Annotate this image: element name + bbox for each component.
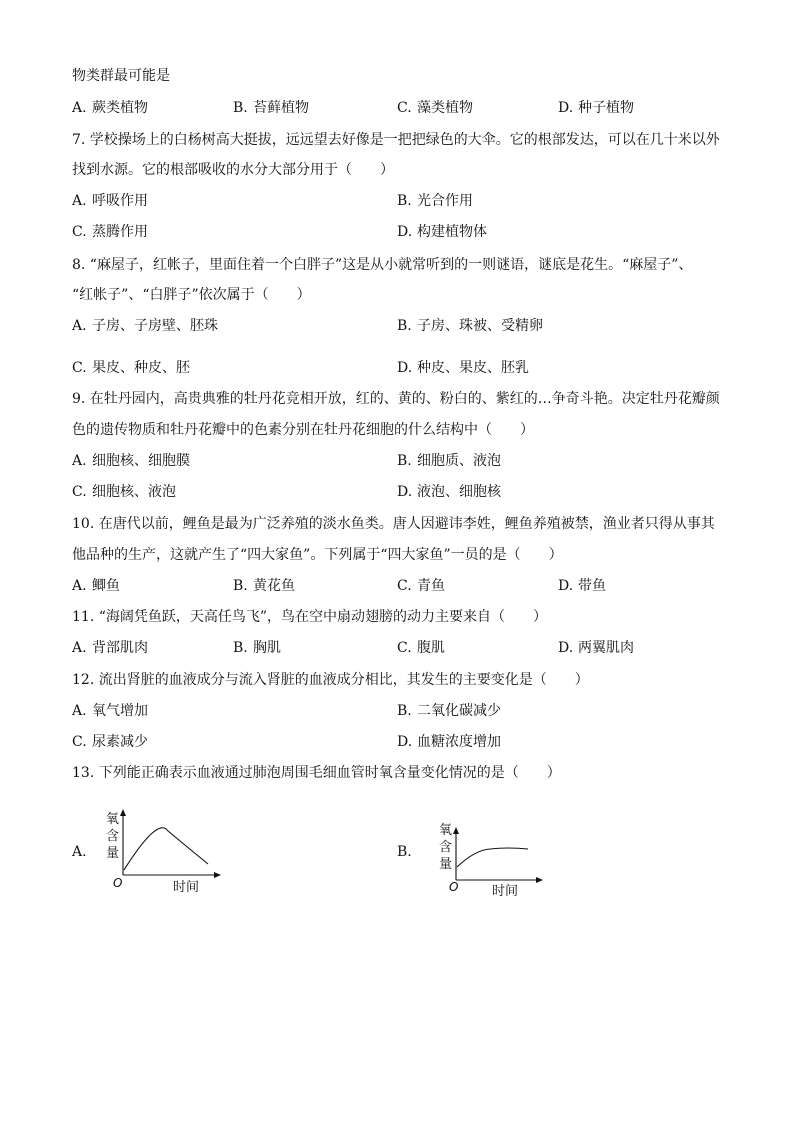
- option-label: B.: [233, 640, 248, 656]
- option-text: 种皮、果皮、胚乳: [417, 360, 529, 376]
- q11-option-b[interactable]: [233, 639, 281, 657]
- x-axis-label: 时间: [173, 880, 200, 895]
- option-label: D.: [558, 578, 574, 594]
- q10-stem-line-2: 他品种的生产，这就产生了“四大家鱼”。下列属于“四大家鱼”一员的是（ ）: [72, 547, 563, 563]
- option-label: D.: [397, 360, 413, 376]
- y-axis-label-char: 量: [439, 857, 453, 872]
- option-text: 胸肌: [253, 640, 281, 656]
- option-label: C.: [397, 640, 412, 656]
- oxygen-curve: [457, 848, 528, 867]
- option-text: 腹肌: [417, 640, 445, 656]
- option-text: 种子植物: [578, 100, 634, 116]
- option-text: 藻类植物: [417, 100, 473, 116]
- option-text: 呼吸作用: [92, 193, 148, 209]
- q12-option-a[interactable]: [72, 702, 148, 720]
- y-axis-label-char: 氧: [106, 812, 120, 827]
- option-text: 黄花鱼: [253, 578, 295, 594]
- q6-option-b[interactable]: [233, 99, 309, 117]
- option-label: D.: [397, 224, 413, 240]
- option-label: D.: [397, 484, 413, 500]
- option-text: 子房、子房壁、胚珠: [92, 318, 218, 334]
- q7-option-a[interactable]: [72, 192, 148, 210]
- q10-option-c[interactable]: [397, 577, 445, 595]
- y-axis-arrow-icon: [120, 809, 126, 816]
- q9-stem-line-1: 9. 在牡丹园内，高贵典雅的牡丹花竞相开放，红的、黄的、粉白的、紫红的…争奇斗艳。决定牡丹花瓣颜: [72, 391, 720, 407]
- q12-option-c[interactable]: [72, 733, 148, 751]
- x-axis-arrow-icon: [536, 877, 543, 883]
- q11-option-a[interactable]: [72, 639, 148, 657]
- option-label: C.: [72, 360, 87, 376]
- q8-stem-line-2: “红帐子”、“白胖子”依次属于（ ）: [72, 287, 311, 303]
- option-text: 蕨类植物: [92, 100, 148, 116]
- option-label: C.: [397, 578, 412, 594]
- oxygen-curve: [124, 828, 208, 870]
- q9-option-d[interactable]: [397, 483, 501, 501]
- q12-option-d[interactable]: [397, 733, 501, 751]
- question-6-continuation: 物类群最可能是: [72, 68, 170, 84]
- option-label: C.: [72, 484, 87, 500]
- option-label: D.: [397, 734, 413, 750]
- y-axis-label-char: 量: [106, 846, 120, 861]
- y-axis-arrow-icon: [453, 827, 459, 834]
- option-text: 细胞核、细胞膜: [92, 453, 190, 469]
- option-label: A.: [72, 100, 87, 116]
- q12-stem-line-1: 12. 流出肾脏的血液成分与流入肾脏的血液成分相比，其发生的主要变化是（ ）: [72, 672, 589, 688]
- origin-label: O: [113, 876, 123, 890]
- q9-option-c[interactable]: [72, 483, 176, 501]
- option-text: 果皮、种皮、胚: [92, 360, 190, 376]
- option-label: B.: [397, 318, 412, 334]
- q11-stem-line-1: 11. “海阔凭鱼跃，天高任鸟飞”，鸟在空中扇动翅膀的动力主要来自（ ）: [72, 609, 548, 625]
- option-text: 尿素减少: [92, 734, 148, 750]
- q9-option-b[interactable]: [397, 452, 501, 470]
- option-text: 子房、珠被、受精卵: [417, 318, 543, 334]
- q8-stem-line-1: 8. “麻屋子，红帐子，里面住着一个白胖子”这是从小就常听到的一则谜语，谜底是花生。“麻屋子”、: [72, 257, 693, 273]
- option-text: 细胞质、液泡: [417, 453, 501, 469]
- option-label: A.: [72, 640, 87, 656]
- q9-stem-line-2: 色的遗传物质和牡丹花瓣中的色素分别在牡丹花细胞的什么结构中（ ）: [72, 422, 534, 438]
- option-text: 光合作用: [417, 193, 473, 209]
- q7-stem-line-2: 找到水源。它的根部吸收的水分大部分用于（ ）: [72, 162, 394, 178]
- y-axis-label-char: 含: [439, 840, 453, 855]
- q13-option-b-label[interactable]: B.: [397, 844, 412, 860]
- option-text: 氧气增加: [92, 703, 148, 719]
- option-label: A.: [72, 703, 87, 719]
- option-text: 背部肌肉: [92, 640, 148, 656]
- q7-option-c[interactable]: [72, 223, 148, 241]
- q8-option-c[interactable]: [72, 359, 190, 377]
- option-label: C.: [397, 100, 412, 116]
- option-label: B.: [397, 453, 412, 469]
- q10-stem-line-1: 10. 在唐代以前，鲤鱼是最为广泛养殖的淡水鱼类。唐人因避讳李姓，鲤鱼养殖被禁，渔业者只得从事其: [72, 516, 715, 532]
- q10-option-a[interactable]: [72, 577, 120, 595]
- option-text: 鲫鱼: [92, 578, 120, 594]
- q11-option-c[interactable]: [397, 639, 445, 657]
- q9-option-a[interactable]: [72, 452, 190, 470]
- option-label: C.: [72, 734, 87, 750]
- q12-option-b[interactable]: [397, 702, 501, 720]
- option-text: 苔藓植物: [253, 100, 309, 116]
- option-text: 青鱼: [417, 578, 445, 594]
- origin-label: O: [449, 880, 459, 894]
- option-text: 二氧化碳减少: [417, 703, 501, 719]
- y-axis-label-char: 含: [106, 829, 120, 844]
- x-axis-label: 时间: [492, 884, 519, 899]
- q8-option-b[interactable]: [397, 317, 543, 335]
- option-label: D.: [558, 640, 574, 656]
- option-text: 带鱼: [578, 578, 606, 594]
- q8-option-d[interactable]: [397, 359, 529, 377]
- q6-option-a[interactable]: [72, 99, 148, 117]
- q10-option-b[interactable]: [233, 577, 295, 595]
- option-label: A.: [72, 453, 87, 469]
- q13-option-a-label[interactable]: A.: [72, 844, 87, 860]
- option-label: B.: [397, 703, 412, 719]
- q6-option-c[interactable]: [397, 99, 473, 117]
- q7-option-d[interactable]: [397, 223, 487, 241]
- q8-option-a[interactable]: [72, 317, 218, 335]
- q13-graph-b[interactable]: [420, 812, 550, 902]
- option-text: 血糖浓度增加: [417, 734, 501, 750]
- option-label: A.: [72, 318, 87, 334]
- option-text: 两翼肌肉: [578, 640, 634, 656]
- option-label: D.: [558, 100, 574, 116]
- q10-option-d[interactable]: [558, 577, 606, 595]
- q11-option-d[interactable]: [558, 639, 634, 657]
- option-text: 蒸腾作用: [92, 224, 148, 240]
- q7-stem-line-1: 7. 学校操场上的白杨树高大挺拔，远远望去好像是一把把绿色的大伞。它的根部发达，可以在几十米以外: [72, 132, 720, 148]
- q6-option-d[interactable]: [558, 99, 634, 117]
- option-text: 液泡、细胞核: [417, 484, 501, 500]
- option-text: 细胞核、液泡: [92, 484, 176, 500]
- x-axis-arrow-icon: [214, 872, 221, 878]
- option-label: C.: [72, 224, 87, 240]
- option-label: A.: [72, 193, 87, 209]
- q7-option-b[interactable]: [397, 192, 473, 210]
- q13-stem-line-1: 13. 下列能正确表示血液通过肺泡周围毛细血管时氧含量变化情况的是（ ）: [72, 765, 561, 781]
- y-axis-label-char: 氧: [439, 823, 453, 838]
- option-text: 构建植物体: [417, 224, 487, 240]
- option-label: A.: [72, 578, 87, 594]
- option-label: B.: [397, 193, 412, 209]
- option-label: B.: [233, 100, 248, 116]
- option-label: B.: [233, 578, 248, 594]
- q13-graph-a[interactable]: [90, 804, 230, 900]
